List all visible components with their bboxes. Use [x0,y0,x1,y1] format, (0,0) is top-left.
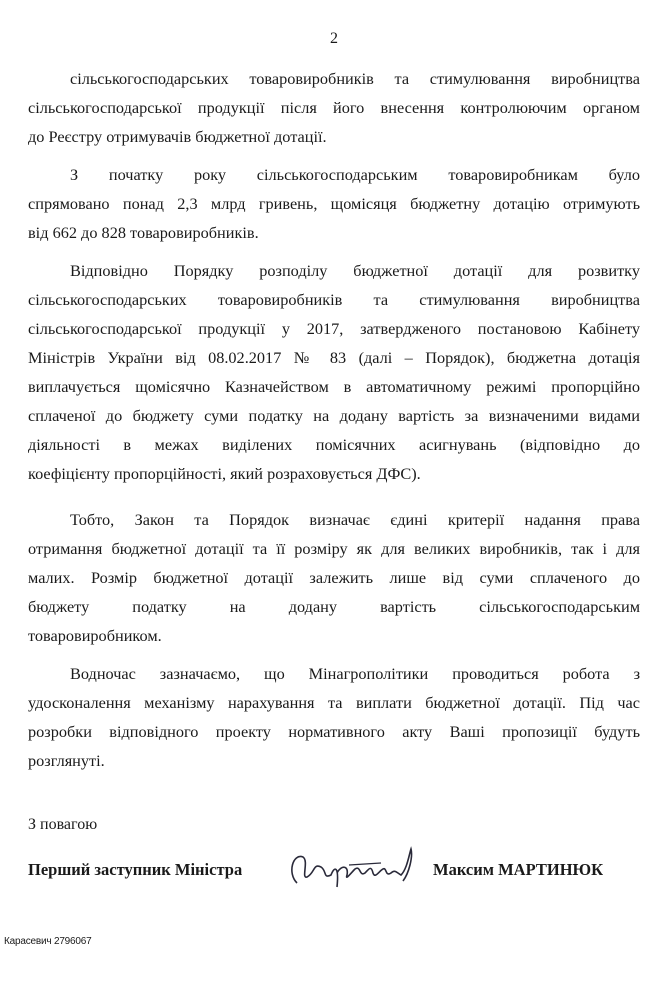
text-line: бюджету податку на додану вартість сільськогосподарським [28,597,640,616]
text-line: спрямовано понад 2,3 млрд гривень, щомісяця бюджетну дотацію отримують [28,194,640,213]
text-line: З початку року сільськогосподарським товаровиробникам було [70,165,640,184]
text-line: сільськогосподарських товаровиробників та стимулювання виробництва [28,290,640,309]
text-line: діяльності в межах виділених помісячних асигнувань (відповідно до [28,435,640,454]
text-line: сільськогосподарських товаровиробників та стимулювання виробництва [70,69,640,88]
text-line: сплаченої до бюджету суми податку на додану вартість за визначеними видами [28,406,640,425]
text-line: від 662 до 828 товаровиробників. [28,223,259,242]
text-line: Міністрів України від 08.02.2017 № 83 (далі – Порядок), бюджетна дотація [28,348,640,367]
text-line: розробки відповідного проекту нормативного акту Ваші пропозиції будуть [28,722,640,741]
text-line: удосконалення механізму нарахування та виплати бюджетної дотації. Під час [28,693,640,712]
signatory-name: Максим МАРТИНЮК [433,860,604,879]
handwritten-signature [285,843,420,898]
executor-note: Карасевич 2796067 [4,936,92,947]
text-line: Водночас зазначаємо, що Мінагрополітики проводиться робота з [70,664,640,683]
signatory-title: Перший заступник Міністра [28,860,243,879]
closing: З повагою [28,816,98,833]
text-line: коефіцієнту пропорційності, який розраховується ДФС). [28,464,421,483]
text-line: Тобто, Закон та Порядок визначає єдині критерії надання права [70,510,640,529]
text-line: сільськогосподарської продукції після його внесення контролюючим органом [28,98,640,117]
text-line: сільськогосподарської продукції у 2017, затвердженого постановою Кабінету [28,319,640,338]
text-line: до Реєстру отримувачів бюджетної дотації. [28,127,327,146]
page-number: 2 [330,30,338,47]
text-line: виплачується щомісячно Казначейством в автоматичному режимі пропорційно [28,377,640,396]
text-line: отримання бюджетної дотації та її розміру як для великих виробників, так і для [28,539,640,558]
text-line: товаровиробником. [28,626,162,645]
text-line: Відповідно Порядку розподілу бюджетної дотації для розвитку [70,261,640,280]
text-line: малих. Розмір бюджетної дотації залежить лише від суми сплаченого до [28,568,640,587]
text-line: розглянуті. [28,751,105,770]
